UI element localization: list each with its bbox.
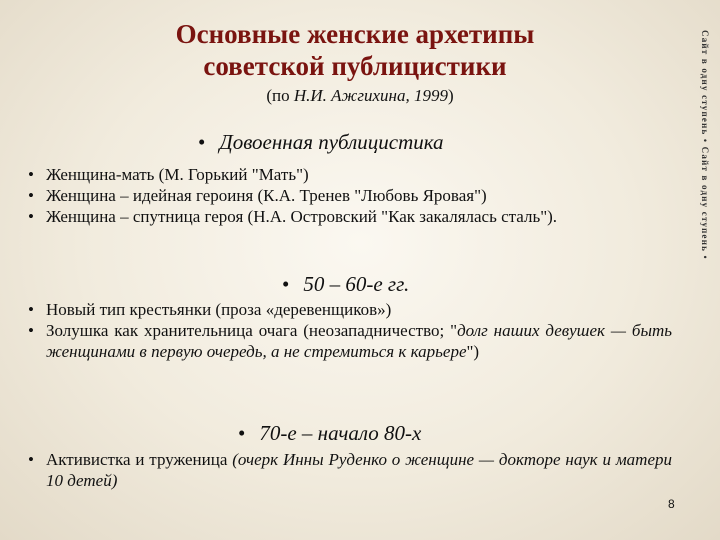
section-heading-text: 70-е – начало 80-х — [259, 421, 422, 445]
fifties-sixties-list — [26, 299, 672, 362]
list-item: • Женщина-мать (М. Горький "Мать") — [26, 164, 676, 185]
list-item: • Женщина – спутница героя (Н.А. Островский "Как закалялась сталь"). — [26, 206, 676, 227]
subtitle-open: (по — [266, 86, 294, 105]
list-item: • Новый тип крестьянки (проза «деревенщиков») — [26, 299, 672, 320]
title-line-2: советской публицистики — [203, 51, 507, 81]
list-item: • Золушка как хранительница очага (неозападничество; "долг наших девушек — быть женщинами в первую очередь, а не стремиться к карьере") — [26, 320, 672, 362]
section-heading-text: Довоенная публицистика — [219, 130, 444, 154]
italic-note: (очерк Инны Руденко о женщине — докторе наук и матери 10 детей) — [46, 450, 672, 490]
slide-subtitle — [0, 86, 720, 106]
section-heading-text: 50 – 60-е гг. — [303, 272, 410, 296]
list-item: • Женщина – идейная героиня (К.А. Тренев "Любовь Яровая") — [26, 185, 676, 206]
prewar-list — [26, 164, 676, 227]
seventies-list — [26, 449, 672, 491]
section-heading-prewar: • Довоенная публицистика — [198, 130, 444, 154]
list-item: • Активистка и труженица (очерк Инны Руденко о женщине — докторе наук и матери 10 детей) — [26, 449, 672, 491]
subtitle-author: Н.И. Ажгихина, 1999 — [293, 86, 448, 105]
slide-title — [150, 18, 560, 82]
subtitle-close: ) — [447, 86, 454, 105]
section-heading-70-80s: • 70-е – начало 80-х — [238, 421, 422, 445]
title-line-1: Основные женские архетипы — [175, 19, 535, 49]
page-number: 8 — [668, 497, 675, 511]
italic-quote: долг наших девушек — быть женщинами в первую очередь, а не стремиться к карьере — [46, 321, 672, 361]
section-heading-50-60s: • 50 – 60-е гг. — [282, 272, 410, 296]
side-decorative-text: Сайт в одну ступень • Сайт в одну ступень • — [700, 30, 710, 260]
